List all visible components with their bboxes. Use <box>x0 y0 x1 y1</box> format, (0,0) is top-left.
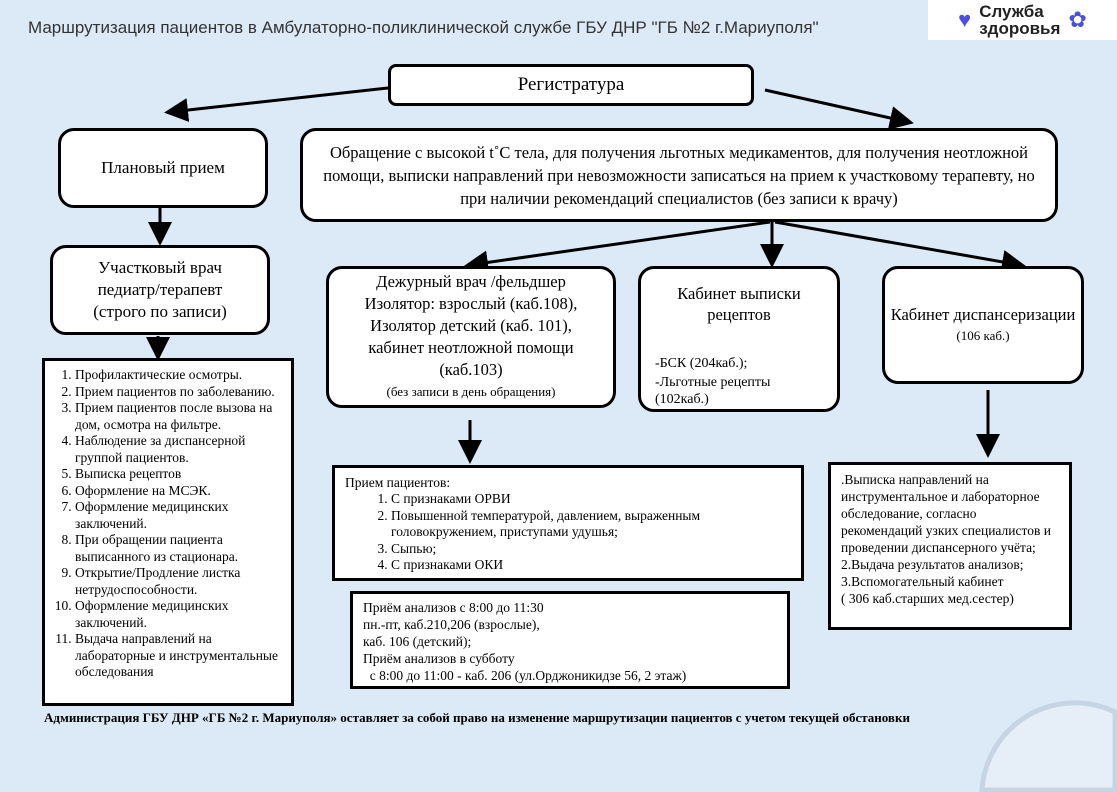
list-item: 3.Вспомогательный кабинет <box>841 574 1004 589</box>
list-item: 9. Открытие/Продление листка нетрудоспособности. <box>75 565 287 598</box>
heart-icon: ♥ <box>958 7 972 32</box>
planned-box: Плановый прием <box>58 128 268 208</box>
dispensary-services-list <box>828 462 1072 630</box>
list-item: 8. При обращении пациента выписанного из стационара. <box>75 532 287 565</box>
list-item: 2. Прием пациентов по заболеванию. <box>75 384 287 401</box>
list-item: 6. Оформление на МСЭК. <box>75 483 287 500</box>
analyses-line: каб. 106 (детский); <box>363 634 472 649</box>
registry-box: Регистратура <box>388 64 754 106</box>
list-item: 4. Наблюдение за диспансерной группой пациентов. <box>75 433 287 466</box>
prescriptions-box: Кабинет выписки рецептов -БСК (204каб.); -Льготные рецепты (102каб.) <box>638 266 840 412</box>
urgent-box: Обращение с высокой t˚С тела, для получения льготных медикаментов, для получения неотложной помощи, выписки направлений при невозможности записаться на прием к участковому терапевту, но при наличии рекомендаций специалистов (без записи к врачу) <box>300 128 1058 222</box>
dispensary-box: Кабинет диспансеризации (106 каб.) <box>882 266 1084 384</box>
analyses-line: Приём анализов с 8:00 до 11:30 <box>363 600 544 615</box>
page-title: Маршрутизация пациентов в Амбулаторно-поликлинической службе ГБУ ДНР "ГБ №2 г.Мариуполя" <box>28 18 819 37</box>
list-item: 3. Прием пациентов после вызова на дом, осмотра на фильтре. <box>75 400 287 433</box>
list-item: 3. Сыпью; <box>391 541 791 558</box>
list-item: 2.Выдача результатов анализов; <box>841 557 1024 572</box>
list-item: 1. Профилактические осмотры. <box>75 367 287 384</box>
district-doctor-box: Участковый врач педиатр/терапевт (строго по записи) <box>50 245 270 335</box>
list-item: 4. С признаками ОКИ <box>391 557 791 574</box>
list-item: 10. Оформление медицинских заключений. <box>75 598 287 631</box>
list-item: 2. Повышенной температурой, давлением, выраженным головокружением, приступами удушья; <box>391 508 791 541</box>
list-item: 5. Выписка рецептов <box>75 466 287 483</box>
analyses-line: пн.-пт, каб.210,206 (взрослые), <box>363 617 540 632</box>
district-services-list <box>42 358 294 706</box>
duty-doctor-box: Дежурный врач /фельдшер Изолятор: взрослый (каб.108), Изолятор детский (каб. 101), кабинет неотложной помощи (каб.103) (без записи в день обращения) <box>326 266 616 408</box>
analyses-line: с 8:00 до 11:00 - каб. 206 (ул.Орджоникидзе 56, 2 этаж) <box>363 668 687 683</box>
analyses-box <box>350 591 790 689</box>
gauge-decoration <box>982 703 1115 790</box>
analyses-line: Приём анализов в субботу <box>363 651 515 666</box>
list-item: .Выписка направлений на инструментальное и лабораторное обследование, согласно рекомендаций узких специалистов и проведении диспансерного учёта; <box>841 472 1051 555</box>
flower-icon: ✿ <box>1068 7 1087 32</box>
list-item: 1. С признаками ОРВИ <box>391 491 791 508</box>
list-item: 7. Оформление медицинских заключений. <box>75 499 287 532</box>
footer-note: Администрация ГБУ ДНР «ГБ №2 г. Мариуполя» оставляет за собой право на изменение маршрутизации пациентов с учетом текущей обстановки <box>44 710 910 725</box>
list-item: ( 306 каб.старших мед.сестер) <box>841 591 1014 606</box>
logo: ♥ Служба здоровья ✿ <box>928 0 1117 40</box>
list-item: 11. Выдача направлений на лабораторные и инструментальные обследования <box>75 631 287 681</box>
duty-services-list: Прием пациентов: 1. С признаками ОРВИ 2. Повышенной температурой, давлением, выраженным головокружением, приступами удушья; 3. Сыпью; 4. С признаками ОКИ <box>332 465 804 581</box>
